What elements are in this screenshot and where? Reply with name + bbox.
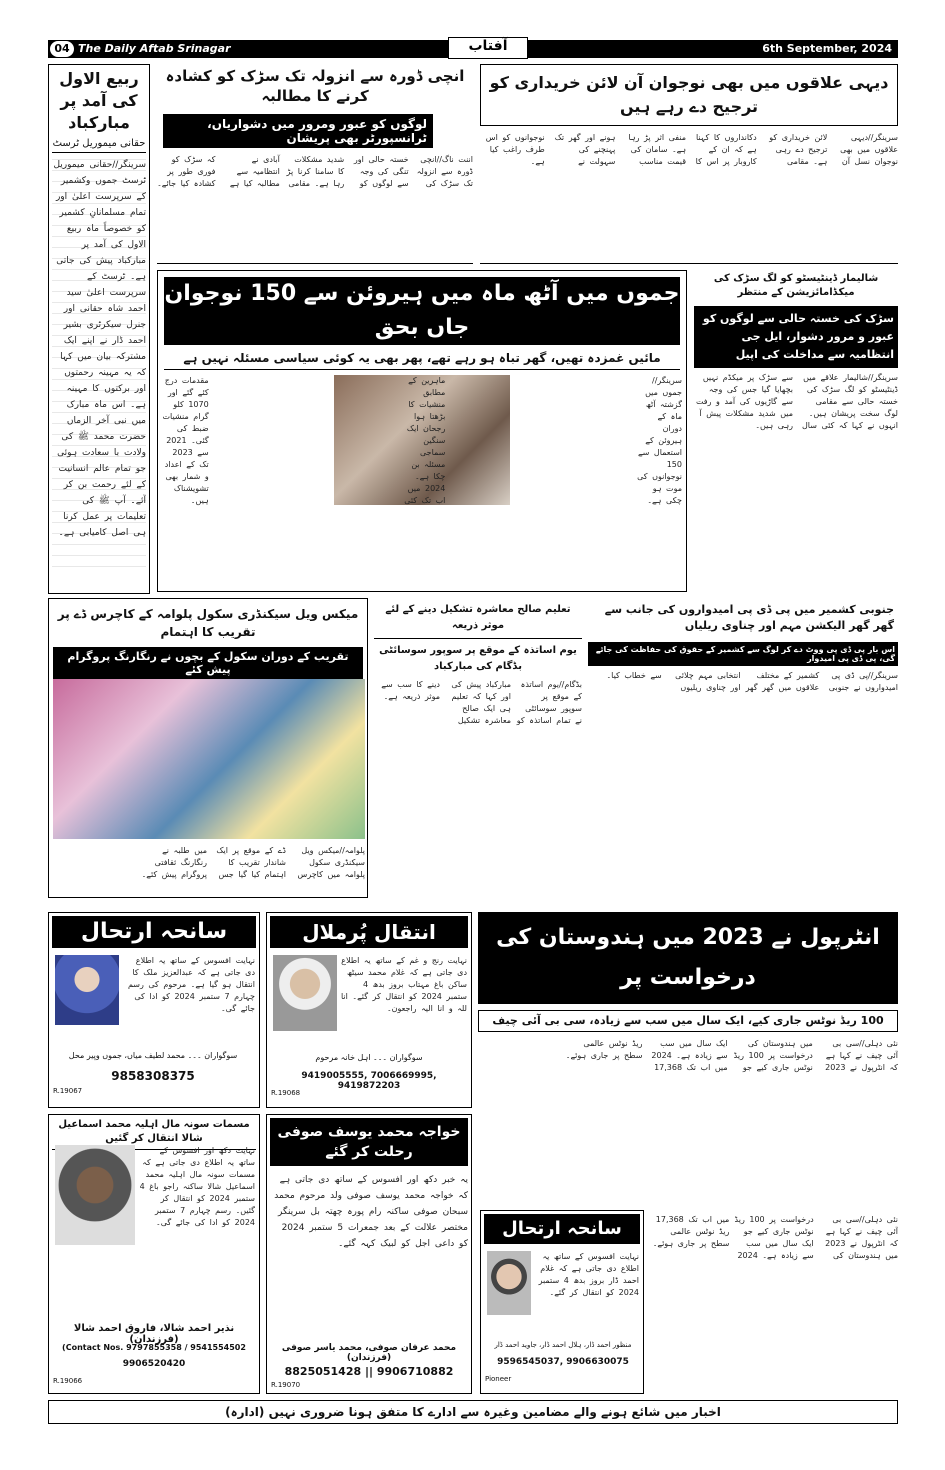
pdp-story (588, 598, 898, 898)
left-column-story (48, 64, 150, 594)
story-body: پلوامہ//میکس ویل سیکنڈری سکول پلوامہ میں کاچرس ڈے کے موقع پر ایک شاندار تقریب کا اہتمام کیا گیا جس میں طلبہ نے رنگارنگ ثقافتی پروگرام پیش کئے۔ (141, 846, 365, 879)
ad-ref: Pioneer (485, 1375, 512, 1383)
story-body: سرینگر//دیہی علاقوں میں بھی نوجوان نسل آن لائن خریداری کو ترجیح دے رہی ہے۔ مقامی دکانداروں کا کہنا ہے کہ ان کے کاروبار پر اس کا منفی اثر پڑ رہا ہے۔ سامان کی قیمت مناسب ہونے اور گھر تک پہنچنے کی سہولت نے نوجوانوں کو اس طرف راغب کیا ہے۔ (485, 133, 898, 166)
deceased-photo (487, 1251, 531, 1315)
ad-ref: R.19068 (271, 1089, 301, 1097)
ad-body: نہایت رنج و غم کے ساتھ یہ اطلاع دی جاتی ہے کہ غلام محمد سیٹھ ساکن باغ مہتاب بروز بدھ 4 ستمبر 2024 کو انتقال کر گئے۔ انا للہ و انا الیہ راجعون۔ (341, 956, 467, 1013)
deceased-photo (273, 955, 337, 1031)
story-headline: تعلیم صالح معاشرہ تشکیل دینے کے لئے موثر ذریعہ (374, 598, 582, 639)
ad-ref: R.19066 (53, 1377, 83, 1385)
interpol-story (478, 912, 898, 1212)
story-headline: جنوبی کشمیر میں پی ڈی پی امیدواروں کی جانب سے گھر گھر الیکشن مہم اور چناوی ریلیاں (604, 603, 894, 632)
issue-date: 6th September, 2024 (762, 42, 892, 55)
paper-logo: آفتاب (448, 37, 528, 59)
paper-name: The Daily Aftab Srinagar (78, 42, 231, 55)
story-subheadline: تقریب کے دوران سکول کے بچوں نے رنگارنگ پروگرام پیش کئے (53, 647, 363, 679)
ad-phone: 9858308375 (111, 1069, 195, 1083)
page-header (48, 40, 898, 58)
page-footer-disclaimer: اخبار میں شائع ہونے والے مضامین وغیرہ سے ادارے کا متفق ہونا ضروری نہیں (ادارہ) (48, 1400, 898, 1424)
ad-family: سوگواران ۔۔۔ محمد لطیف میاں، جموں وپیر محل (68, 1051, 238, 1060)
story-subheadline: اس بار پی ڈی پی ووٹ دے کر لوگ سے کشمیر کے حقوق کی حفاظت کی جائے گی، پی ڈی پی امیدوار (588, 642, 898, 666)
story-headline: انچی ڈورہ سے انزولہ تک سڑک کو کشادہ کرنے کا مطالبہ (165, 67, 465, 105)
ad-phone: 8825051428 || 9906710882 (284, 1365, 454, 1378)
ad-body: یہ خبر دکھ اور افسوس کے ساتھ دی جاتی ہے کہ خواجہ محمد یوسف صوفی ولد مرحوم محمد سبحان صوفی ساکنہ رام پورہ چھتہ بل سرینگر مختصر علالت کے بعد جمعرات 5 ستمبر 2024 کو داعی اجل کو لبیک کہہ گئے۔ (274, 1175, 468, 1249)
story-subheadline: 100 ریڈ نوٹس جاری کیے، ایک سال میں سب سے زیادہ، سی بی آئی چیف (478, 1010, 898, 1032)
story-subheadline: یوم اساتذہ کے موقع پر سوپور سوسائٹی بڈگام کی مبارکباد (379, 645, 577, 672)
story-subheadline: لوگوں کو عبور ومرور میں دشواریاں، ٹرانسپورٹر بھی پریشان (163, 114, 433, 148)
story-body: اننت ناگ//انچی ڈورہ سے انزولہ تک سڑک کی خستہ حالی اور تنگی کی وجہ سے لوگوں کو شدید مشکلات کا سامنا کرنا پڑ رہا ہے۔ مقامی آبادی نے انتظامیہ سے مطالبہ کیا ہے کہ سڑک کو فوری طور پر کشادہ کیا جائے۔ (157, 155, 473, 188)
story-continuation: نئی دہلی//سی بی آئی چیف نے کہا ہے کہ انٹرپول نے 2023 میں ہندوستان کی درخواست پر 100 ریڈ نوٹس جاری کیے جو ایک سال میں سب سے زیادہ ہے۔ 2024 میں اب تک 17,368 ریڈ نوٹس عالمی سطح پر جاری ہوئے۔ (652, 1215, 898, 1260)
school-event-photo (53, 679, 365, 839)
main-story (157, 270, 687, 592)
story-body: سرینگر//شالیمار علاقے میں ڈینٹیسٹو کو لگ سڑک کی خستہ حالی سے مقامی لوگ سخت پریشان ہیں۔ انہوں نے کہا کہ کئی سال سے سڑک پر میکڈم نہیں بچھایا گیا جس کی وجہ سے گاڑیوں کی آمد و رفت میں شدید مشکلات پیش آ رہی ہیں۔ (695, 373, 898, 430)
deceased-photo (55, 1145, 135, 1245)
obituary-ad (48, 1114, 260, 1394)
ad-body: نہایت دکھ اور افسوس کے ساتھ یہ اطلاع دی جاتی ہے کہ مسمات سونہ مال اہلیہ محمد اسماعیل شالا ساکنہ راجو باغ 4 ستمبر 2024 کو انتقال کر گئیں۔ رسم چہارم 7 ستمبر 2024 کو ادا کی جائے گی۔ (139, 1146, 255, 1227)
ad-body: نہایت افسوس کے ساتھ یہ اطلاع دی جاتی ہے کہ غلام احمد ڈار بروز بدھ 4 ستمبر 2024 کو انتقال کر گئے۔ (538, 1252, 639, 1297)
ad-family: منظور احمد ڈار، ہلال احمد ڈار، جاوید احمد ڈار (494, 1341, 632, 1349)
ad-family: سوگواران ۔۔۔ اہل خانہ مرحوم (315, 1053, 423, 1062)
ad-ref: R.19070 (271, 1381, 301, 1389)
story-body: سرینگر//پی ڈی پی امیدواروں نے جنوبی کشمیر کے مختلف علاقوں میں گھر گھر انتخابی مہم چلائی اور چناوی ریلیوں سے خطاب کیا۔ (606, 671, 898, 692)
shalimar-story (694, 270, 898, 592)
ad-title: انتقال پُرملال (270, 916, 468, 948)
ad-title: سانحہ ارتحال (52, 916, 256, 948)
ad-contact: (Contact Nos. 9797855358 / 9541554502 (62, 1343, 246, 1352)
story-headline: ربیع الاول کی آمد پر مبارکباد (59, 69, 139, 132)
ad-family: محمد عرفان صوفی، محمد یاسر صوفی (فرزندان) (281, 1343, 457, 1363)
obituary-ad (48, 912, 260, 1108)
story-headline: جموں میں آٹھ ماہ میں ہیروئن سے 150 نوجوان جاں بحق (164, 277, 680, 345)
story-subheadline: مائیں غمزدہ تھیں، گھر تباہ ہو رہے تھے، پھر بھی یہ کوئی سیاسی مسئلہ نہیں ہے (164, 351, 680, 370)
story-body: سرینگر//حقانی میموریل ٹرسٹ جموں وکشمیر کے سرپرست اعلیٰ اور تمام مسلمانانِ کشمیر کو خصوصاً ماہ ربیع الاول کی آمد پر مبارکباد پیش کی جاتی ہے۔ ٹرسٹ کے سرپرست اعلیٰ سید احمد شاہ حقانی اور جنرل سیکرٹری بشیر احمد ڈار نے اپنے ایک مشترکہ بیان میں کہا کہ یہ مہینہ رحمتوں اور برکتوں کا مہینہ ہے۔ اس ماہ مبارک میں نبی آخر الزماں حضرت محمد ﷺ کی ولادت با سعادت ہوئی جو تمام عالم انسانیت کے لئے رحمت بن کر آئے۔ آپ ﷺ کی تعلیمات پر عمل کرنا ہی اصل کامیابی ہے۔ (52, 157, 146, 577)
ad-body: نہایت افسوس کے ساتھ یہ اطلاع دی جاتی ہے کہ عبدالعزیز ملک کا انتقال ہو گیا ہے۔ مرحوم کی رسم چہارم 7 ستمبر 2024 کو ادا کی جائے گی۔ (127, 956, 255, 1013)
ad-title: مسمات سونہ مال اہلیہ محمد اسماعیل شالا انتقال کر گئیں (52, 1118, 256, 1150)
ad-phone: 9596545037, 9906630075 (497, 1357, 629, 1367)
ad-family: نذیر احمد شالا، فاروق احمد شالا (فرزندان) (73, 1323, 235, 1345)
story-headline: دیہی علاقوں میں بھی نوجوان آن لائن خریداری کو ترجیح دے رہے ہیں (480, 64, 898, 126)
top-story (480, 64, 898, 264)
ad-ref: R.19067 (53, 1087, 83, 1095)
ad-title: خواجہ محمد یوسف صوفی رحلت کر گئے (270, 1118, 468, 1166)
story-body: بڈگام//یوم اساتذہ کے موقع پر سوپور سوسائٹی نے تمام اساتذہ کو مبارکباد پیش کی اور کہا کہ تعلیم ہی ایک صالح معاشرہ تشکیل دینے کا سب سے موثر ذریعہ ہے۔ (381, 680, 582, 725)
story-subheadline: سڑک کی خستہ حالی سے لوگوں کو عبور و مرور دشوار، ایل جی انتظامیہ سے مداخلت کی اپیل (694, 306, 898, 368)
school-story (48, 598, 368, 898)
road-story (157, 64, 473, 264)
page-number: 04 (50, 41, 74, 57)
story-headline: میکس ویل سیکنڈری سکول پلوامہ کے کاچرس ڈے پر تقریب کا اہتمام (57, 607, 359, 639)
teachers-story (374, 598, 582, 898)
ad-phone: 9906520420 (122, 1359, 186, 1369)
obituary-ad (480, 1210, 644, 1394)
story-headline: شالیمار ڈینٹیسٹو کو لگ سڑک کی میکڈامائزیشن کے منتظر (713, 273, 879, 298)
deceased-photo (55, 955, 119, 1025)
story-headline: انٹرپول نے 2023 میں ہندوستان کی درخواست پر (478, 912, 898, 1004)
story-body: نئی دہلی//سی بی آئی چیف نے کہا ہے کہ انٹرپول نے 2023 میں ہندوستان کی درخواست پر 100 ریڈ نوٹس جاری کیے جو ایک سال میں سب سے زیادہ ہے۔ 2024 میں اب تک 17,368 ریڈ نوٹس عالمی سطح پر جاری ہوئے۔ (565, 1039, 898, 1072)
story-subheadline: حقانی میموریل ٹرسٹ (52, 138, 146, 153)
ad-phone: 9419005555, 7006669995, 9419872203 (301, 1071, 437, 1091)
obituary-ad (266, 912, 472, 1108)
story-body: سرینگر//جموں میں گزشتہ آٹھ ماہ کے دوران ہیروئن کے استعمال سے 150 نوجوانوں کی موت ہو چکی ہے۔ ماہرین کے مطابق منشیات کا بڑھتا ہوا رجحان ایک سنگین سماجی مسئلہ بن چکا ہے۔ 2024 میں اب تک کئی مقدمات درج کئے گئے اور 1070 کلو گرام منشیات ضبط کی گئی۔ 2021 سے 2023 تک کے اعداد و شمار بھی تشویشناک ہیں۔ (162, 376, 682, 505)
obituary-ad (266, 1114, 472, 1394)
ad-title: سانحہ ارتحال (484, 1214, 640, 1244)
